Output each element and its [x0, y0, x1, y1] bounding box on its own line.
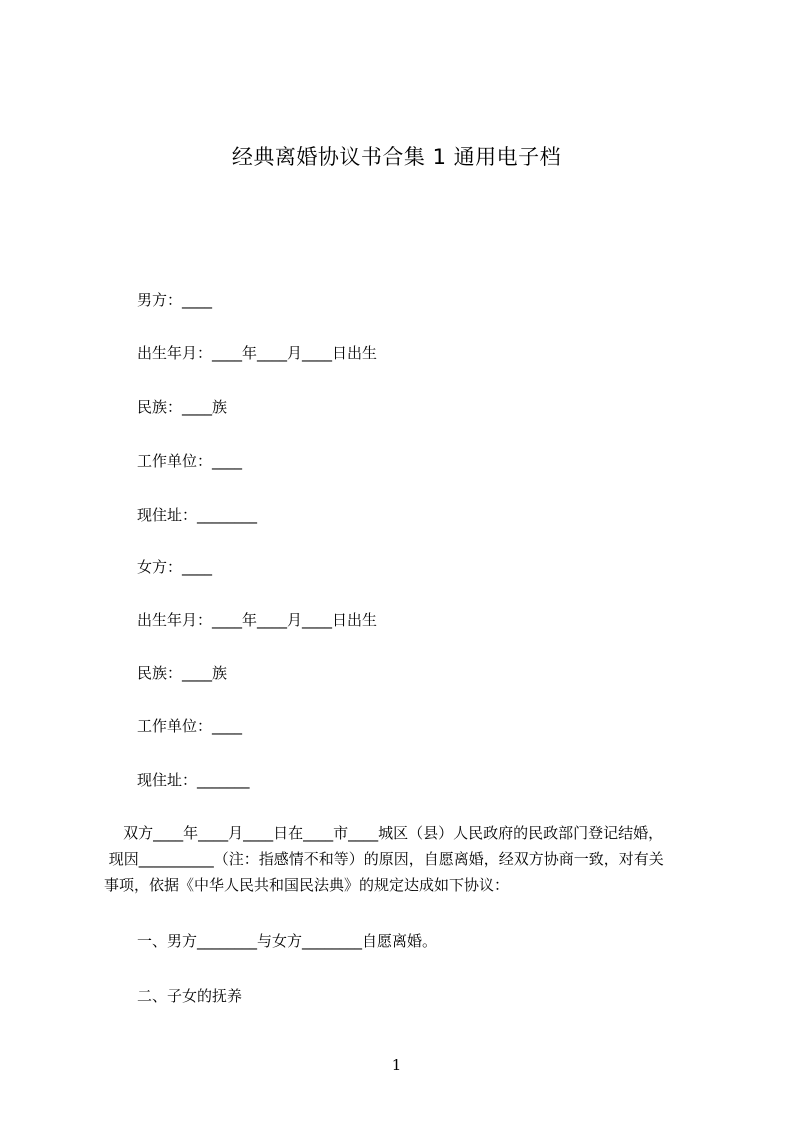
intro-line-3: 事项，依据《中华人民共和国民法典》的规定达成如下协议： — [104, 876, 510, 894]
female-work-line: 工作单位：____ — [137, 717, 243, 735]
female-address-line: 现住址：_______ — [137, 771, 250, 789]
female-name-line: 女方：____ — [137, 558, 213, 576]
page-number: 1 — [391, 1056, 402, 1074]
intro-line-2: 现因__________（注：指感情不和等）的原因，自愿离婚，经双方协商一致，对有关 — [104, 850, 664, 868]
male-birth-line: 出生年月：____年____月____日出生 — [137, 344, 378, 362]
male-work-line: 工作单位：____ — [137, 452, 243, 470]
clause-2-heading: 二、子女的抚养 — [137, 987, 243, 1005]
female-birth-line: 出生年月：____年____月____日出生 — [137, 611, 378, 629]
clause-1: 一、男方________与女方________自愿离婚。 — [137, 932, 438, 950]
intro-line-1: 双方____年____月____日在____市____城区（县）人民政府的民政部门登记结婚， — [104, 824, 664, 842]
male-name-line: 男方：____ — [137, 291, 213, 309]
male-ethnicity-line: 民族：____族 — [137, 398, 228, 416]
intro-paragraph — [104, 820, 704, 898]
male-address-line: 现住址：________ — [137, 506, 258, 524]
female-ethnicity-line: 民族：____族 — [137, 664, 228, 682]
document-title: 经典离婚协议书合集 1 通用电子档 — [231, 145, 562, 169]
